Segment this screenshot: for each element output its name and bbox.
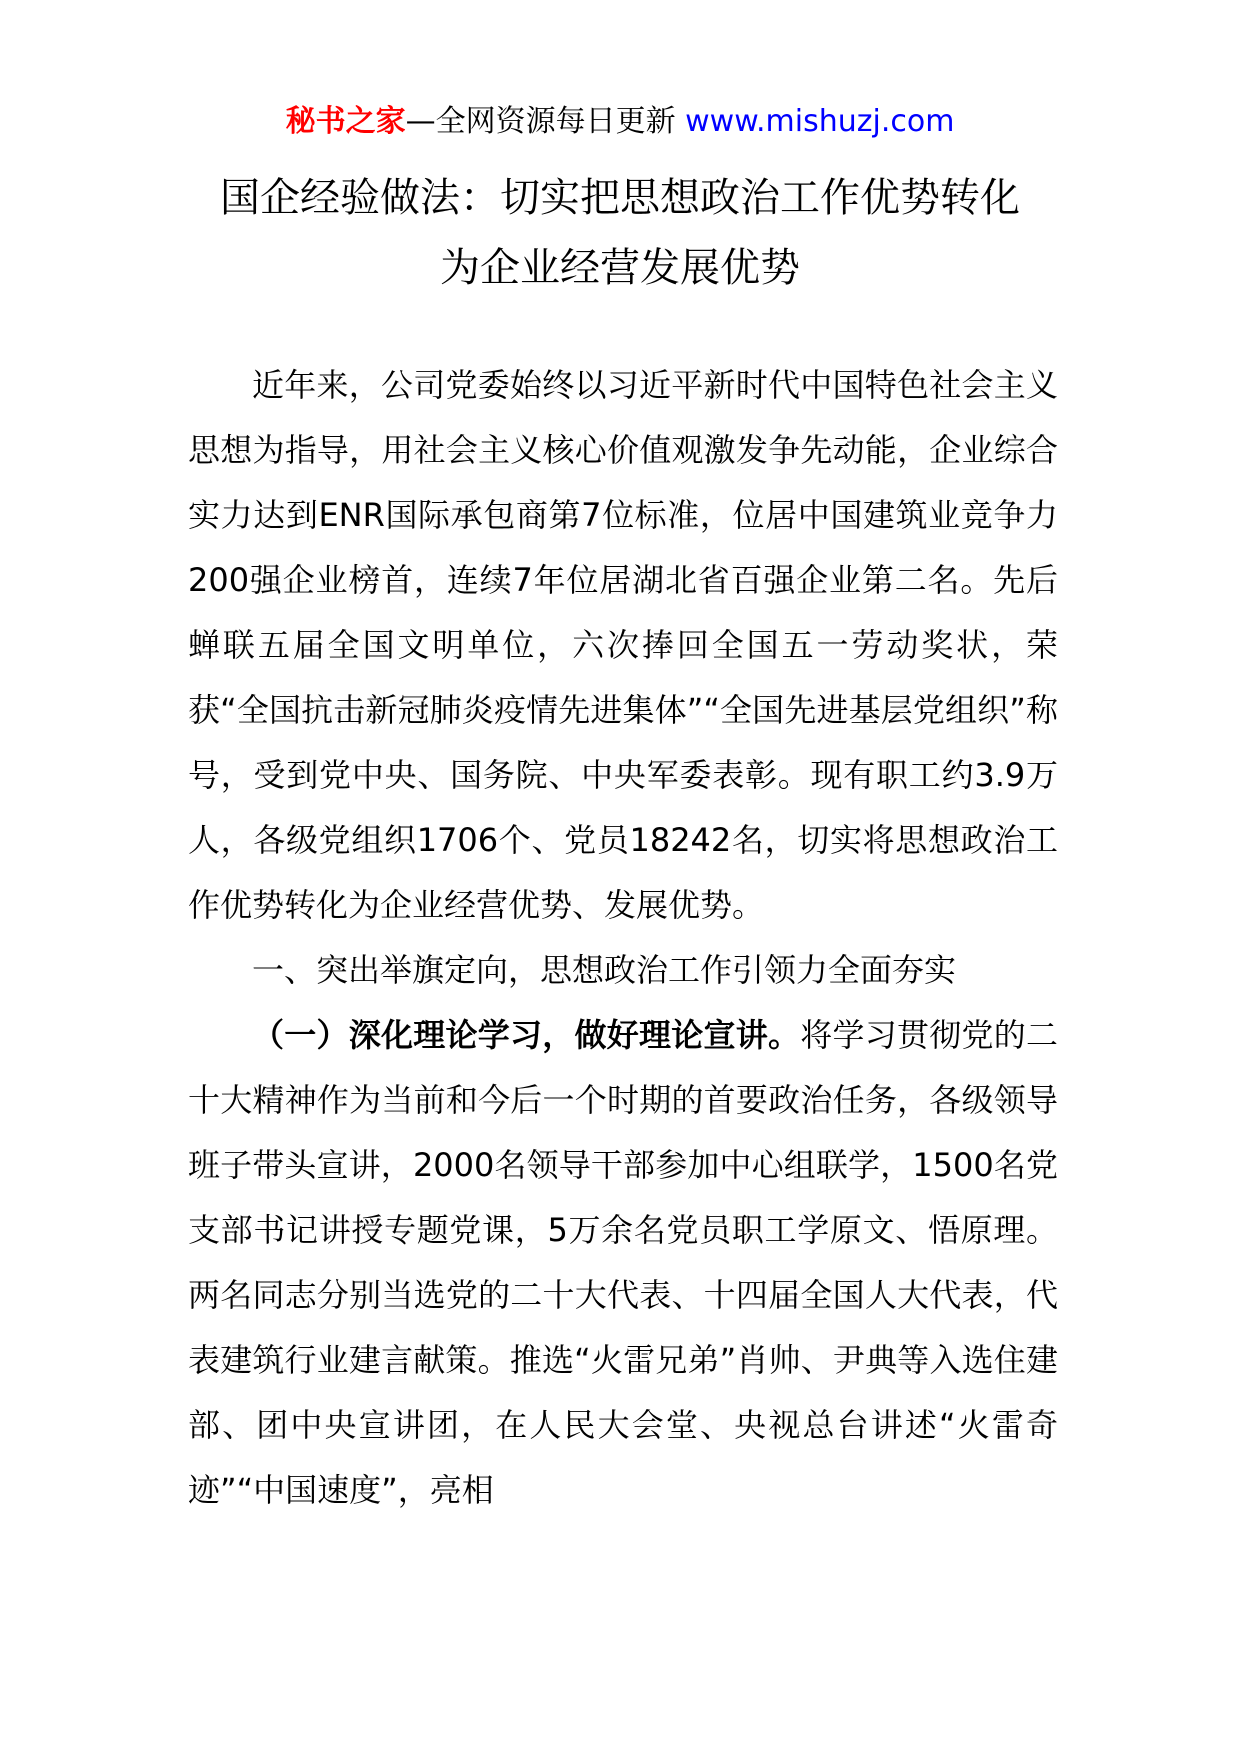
subsection-text-1: 将学习贯彻党的二十大精神作为当前和今后一个时期的首要政治任务，各级领导班子带头宣讲，2000名领导干部参加中心组联学，1500名党支部书记讲授专题党课，5万余名党员职工学原文、悟原理。两名同志分别当选党的二十大代表、十四届全国人大代表，代表建筑行业建言献策。推选“火雷兄弟”肖帅、尹典等入选住建部、团中央宣讲团，在人民大会堂、央视总台讲述“火雷奇迹”“中国速度”，亮相	[188, 1016, 1058, 1509]
site-tagline: —全网资源每日更新	[405, 104, 676, 139]
subsection-paragraph-1	[188, 1003, 1058, 1523]
site-brand: 秘书之家	[285, 104, 406, 139]
document-title-line-2: 为企业经营发展优势	[440, 245, 800, 291]
document-title	[140, 163, 1100, 303]
document-title-line-1: 国企经验做法：切实把思想政治工作优势转化	[220, 175, 1020, 221]
site-url-link[interactable]: www.mishuzj.com	[685, 104, 955, 139]
subsection-heading-1: （一）深化理论学习，做好理论宣讲。	[252, 1016, 801, 1054]
site-header	[0, 100, 1240, 144]
document-body	[188, 353, 1058, 1523]
section-heading-1: 一、突出举旗定向，思想政治工作引领力全面夯实	[252, 951, 957, 989]
intro-paragraph: 近年来，公司党委始终以习近平新时代中国特色社会主义思想为指导，用社会主义核心价值观激发争先动能，企业综合实力达到ENR国际承包商第7位标准，位居中国建筑业竞争力200强企业榜首，连续7年位居湖北省百强企业第二名。先后蝉联五届全国文明单位，六次捧回全国五一劳动奖状，荣获“全国抗击新冠肺炎疫情先进集体”“全国先进基层党组织”称号，受到党中央、国务院、中央军委表彰。现有职工约3.9万人，各级党组织1706个、党员18242名，切实将思想政治工作优势转化为企业经营优势、发展优势。	[188, 366, 1058, 924]
